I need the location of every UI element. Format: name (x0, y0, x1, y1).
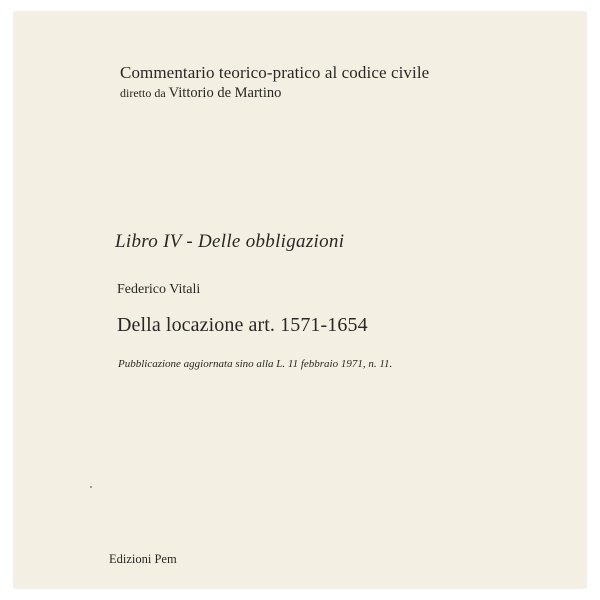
publisher-name: Edizioni Pem (109, 552, 177, 566)
editor-prefix: diretto da (120, 86, 166, 100)
editor-name: Vittorio de Martino (168, 85, 282, 101)
series-title: Commentario teorico-pratico al codice civile (120, 63, 430, 82)
update-note: Pubblicazione aggiornata sino alla L. 11 febbraio 1971, n. 11. (118, 358, 393, 370)
editor-line (120, 85, 281, 102)
title-page (14, 12, 586, 588)
volume-title: Della locazione art. 1571-1654 (117, 314, 368, 336)
paper-speck (90, 486, 92, 488)
author-name: Federico Vitali (117, 282, 201, 297)
book-title: Libro IV - Delle obbligazioni (115, 231, 345, 252)
